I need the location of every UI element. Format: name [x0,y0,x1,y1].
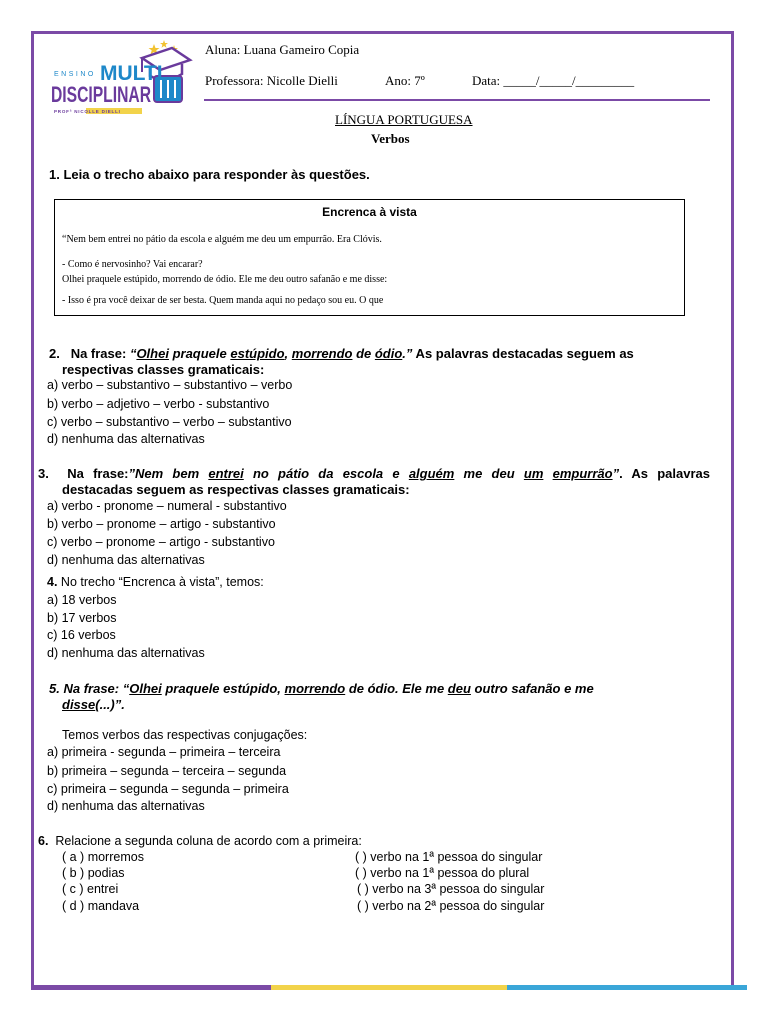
highlighted-word: entrei [208,466,244,481]
school-logo [42,36,202,126]
option: c) primeira – segunda – segunda – primeira [47,782,289,796]
question-intro: Na frase: [63,681,123,696]
option: c) verbo – substantivo – verbo – substantivo [47,415,292,429]
option: c) 16 verbos [47,628,116,642]
highlighted-word: alguém [408,466,455,481]
option: b) 17 verbos [47,611,117,625]
highlighted-word: empurrão [552,466,613,481]
question-5 [49,681,594,696]
quote-text: no pátio da escola e [243,466,409,481]
question-number: 2. [49,346,60,361]
question-number: 3. [38,466,49,481]
question-text: Relacione a segunda coluna de acordo com a primeira: [55,834,362,848]
question-2 [49,346,634,361]
match-left-item: ( d ) mandava [62,899,140,913]
option: d) nenhuma das alternativas [47,432,205,446]
option: b) verbo – pronome – artigo - substantivo [47,517,276,531]
option: a) verbo – substantivo – substantivo – verbo [47,378,293,392]
highlighted-word: Olhei [136,346,169,361]
match-right-item[interactable]: ( ) verbo na 1ª pessoa do singular [355,850,543,864]
bottom-bar-purple [31,985,271,990]
quote-text: de ódio. Ele me [345,681,448,696]
question-4 [47,575,264,589]
header-divider [204,99,710,101]
logo-profa: PROFª NICOLLE DIELLI [54,109,121,114]
excerpt-line: Olhei praquele estúpido, morrendo de ódio. Ele me deu outro safanão e me disse: [62,274,388,285]
school-year: Ano: 7º [385,73,425,88]
quote-text: (...)”. [95,697,125,712]
option: a) verbo - pronome – numeral - substantivo [47,499,287,513]
question-rest: . As palavras [619,466,710,481]
logo-ensino: ENSINO [54,71,96,78]
topic-title: Verbos [371,131,410,146]
teacher-name: Professora: Nicolle Dielli [205,73,338,88]
excerpt-line: - Isso é pra você deixar de ser besta. Quem manda aqui no pedaço sou eu. O que [62,295,384,306]
quote-text: de [352,346,375,361]
option: a) primeira - segunda – primeira – terceira [47,745,281,759]
option: a) 18 verbos [47,593,117,607]
option: d) nenhuma das alternativas [47,646,205,660]
highlighted-word: Olhei [129,681,162,696]
question-text: No trecho “Encrenca à vista”, temos: [57,575,264,589]
highlighted-word: morrendo [291,346,353,361]
excerpt-line: “Nem bem entrei no pátio da escola e alguém me deu um empurrão. Era Clóvis. [62,234,382,245]
excerpt-title: Encrenca à vista [322,205,417,219]
excerpt-line: - Como é nervosinho? Vai encarar? [62,259,203,270]
question-rest: As palavras destacadas seguem as [412,346,634,361]
question-6 [38,834,362,848]
quote-mark: .” [402,346,413,361]
question-3-line2: destacadas seguem as respectivas classes gramaticais: [62,482,410,497]
question-intro: Na frase: [70,346,130,361]
match-left-item: ( a ) morremos [62,850,144,864]
match-right-item[interactable]: ( ) verbo na 1ª pessoa do plural [355,866,530,880]
quote-text: outro safanão e me [470,681,594,696]
question-5-sub: Temos verbos das respectivas conjugações: [62,728,308,742]
option: b) primeira – segunda – terceira – segunda [47,764,287,778]
highlighted-word: um [523,466,544,481]
quote-mark: “ [129,346,137,361]
option: d) nenhuma das alternativas [47,553,205,567]
quote-text: , [284,346,292,361]
excerpt-box [54,199,685,316]
question-1: 1. Leia o trecho abaixo para responder às questões. [49,167,370,182]
question-3 [38,466,710,481]
option: c) verbo – pronome – artigo - substantivo [47,535,275,549]
logo-multi: MULTI [100,62,163,85]
quote-text: ”Nem bem [128,466,209,481]
subject-title: LÍNGUA PORTUGUESA [335,112,473,127]
logo-disciplinar: DISCIPLINAR [51,82,152,107]
question-5-line2 [62,697,125,712]
bottom-bar-blue [507,985,747,990]
quote-mark: ” [612,466,620,481]
highlighted-word: estúpido [230,346,285,361]
question-number: 6. [38,834,49,848]
quote-mark: “ [122,681,130,696]
highlighted-word: morrendo [284,681,346,696]
question-2-line2: respectivas classes gramaticais: [62,362,265,377]
option: b) verbo – adjetivo – verbo - substantivo [47,397,270,411]
question-number: 4. [47,575,58,589]
highlighted-word: ódio [374,346,403,361]
question-number: 5. [49,681,60,696]
quote-text [543,466,552,481]
match-right-item[interactable]: ( ) verbo na 2ª pessoa do singular [357,899,545,913]
highlighted-word: disse [62,697,96,712]
student-name: Aluna: Luana Gameiro Copia [205,42,360,57]
option: d) nenhuma das alternativas [47,799,205,813]
bottom-bar-yellow [271,985,507,990]
highlighted-word: deu [447,681,471,696]
match-left-item: ( b ) podias [62,866,125,880]
match-left-item: ( c ) entrei [62,882,119,896]
date-field: Data: _____/_____/_________ [472,73,635,88]
match-right-item[interactable]: ( ) verbo na 3ª pessoa do singular [357,882,545,896]
quote-text: praquele [168,346,231,361]
quote-text: me deu [454,466,524,481]
quote-text: praquele estúpido, [161,681,285,696]
question-intro: Na frase: [67,466,129,481]
